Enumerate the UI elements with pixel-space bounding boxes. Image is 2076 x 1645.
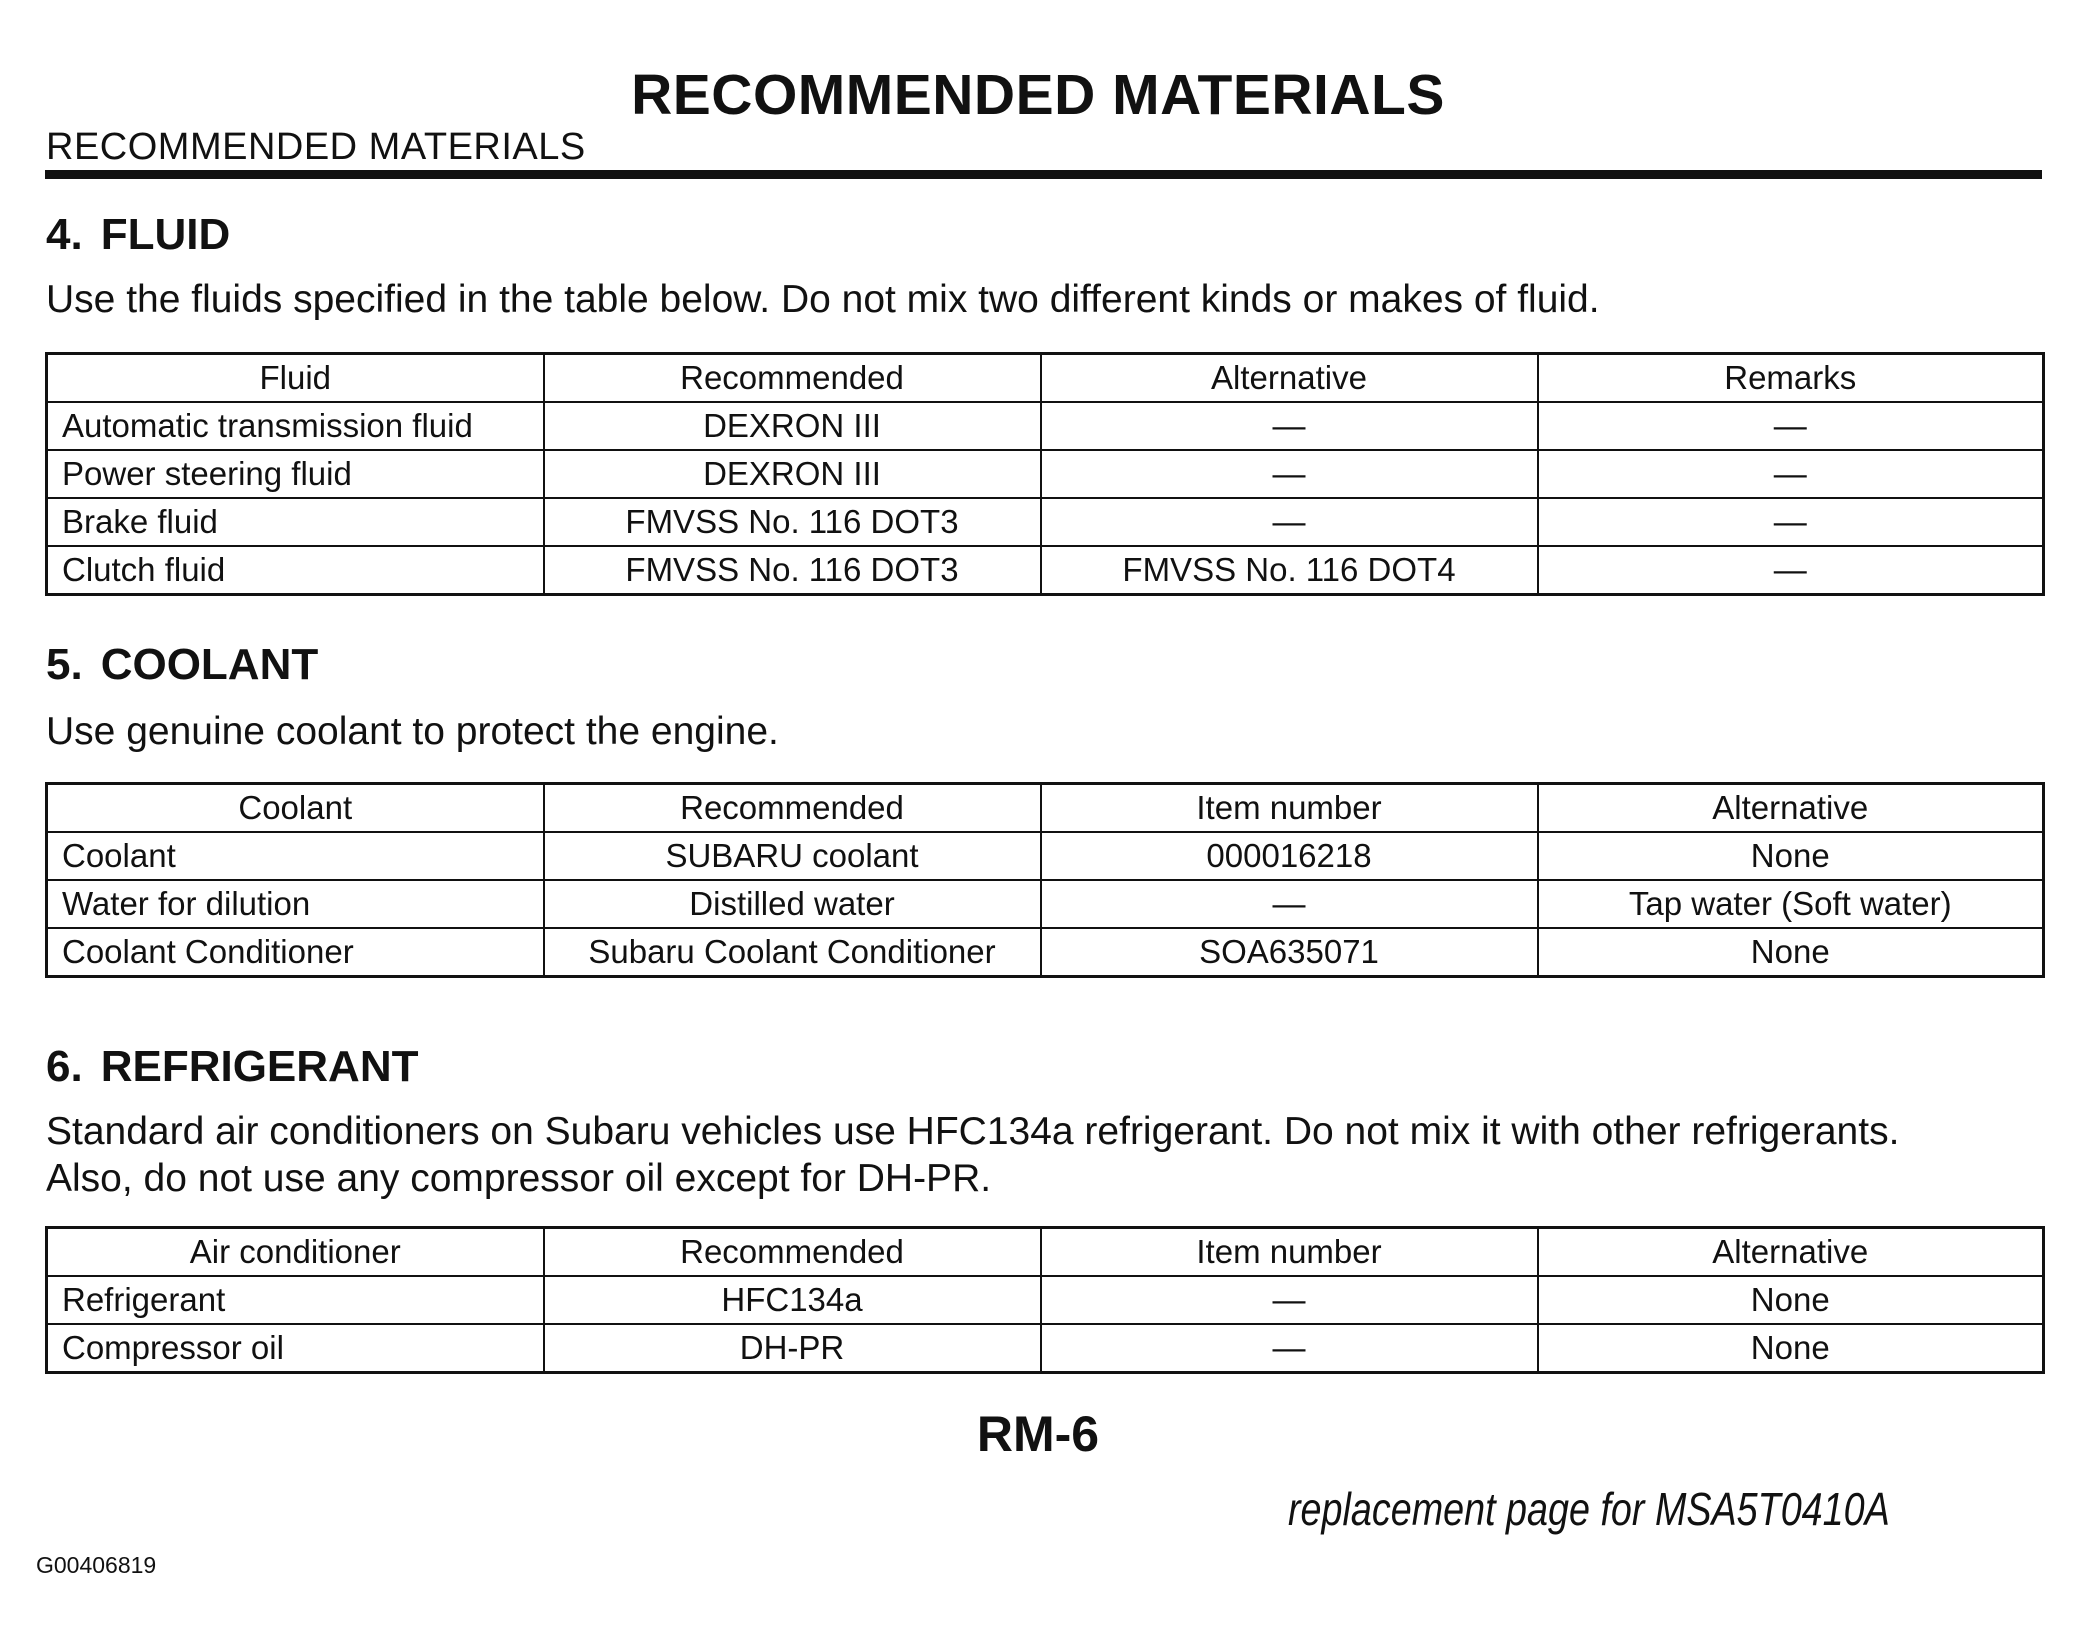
table-cell: — xyxy=(1041,498,1538,546)
table-cell: Coolant Conditioner xyxy=(47,928,544,977)
column-header: Recommended xyxy=(544,1228,1041,1277)
table-cell: — xyxy=(1041,1276,1538,1324)
column-header: Recommended xyxy=(544,354,1041,403)
column-header: Air conditioner xyxy=(47,1228,544,1277)
table-cell: — xyxy=(1041,450,1538,498)
section-title: COOLANT xyxy=(100,640,319,689)
table-cell: None xyxy=(1538,832,2044,880)
table-cell: DH-PR xyxy=(544,1324,1041,1373)
fluid-table xyxy=(45,352,2045,596)
table-cell: Clutch fluid xyxy=(47,546,544,595)
table-cell: Coolant xyxy=(47,832,544,880)
coolant-table xyxy=(45,782,2045,978)
section-number: 5. xyxy=(46,640,83,689)
column-header: Alternative xyxy=(1041,354,1538,403)
table-cell: HFC134a xyxy=(544,1276,1041,1324)
table-cell: FMVSS No. 116 DOT3 xyxy=(544,546,1041,595)
table-cell: Subaru Coolant Conditioner xyxy=(544,928,1041,977)
refrigerant-table xyxy=(45,1226,2045,1374)
section-number: 4. xyxy=(46,210,83,259)
section-number: 6. xyxy=(46,1042,83,1091)
section-running-header: RECOMMENDED MATERIALS xyxy=(46,126,586,168)
table-header-row xyxy=(47,354,2044,403)
table-cell: SOA635071 xyxy=(1041,928,1538,977)
refrigerant-section-description xyxy=(46,1108,2056,1202)
table-cell: — xyxy=(1538,402,2044,450)
table-cell: FMVSS No. 116 DOT4 xyxy=(1041,546,1538,595)
table-cell: Refrigerant xyxy=(47,1276,544,1324)
table-cell: None xyxy=(1538,1324,2044,1373)
page-title: RECOMMENDED MATERIALS xyxy=(631,63,1445,127)
table-cell: None xyxy=(1538,1276,2044,1324)
replacement-note: replacement page for MSA5T0410A xyxy=(1288,1483,1890,1535)
table-cell: FMVSS No. 116 DOT3 xyxy=(544,498,1041,546)
table-header-row xyxy=(47,1228,2044,1277)
document-id: G00406819 xyxy=(36,1552,157,1578)
table-cell: DEXRON III xyxy=(544,402,1041,450)
table-cell: SUBARU coolant xyxy=(544,832,1041,880)
table-header-row xyxy=(47,784,2044,833)
table-row xyxy=(47,928,2044,977)
table-row xyxy=(47,402,2044,450)
table-cell: — xyxy=(1041,1324,1538,1373)
column-header: Alternative xyxy=(1538,784,2044,833)
table-row xyxy=(47,498,2044,546)
description-line: Standard air conditioners on Subaru vehicles use HFC134a refrigerant. Do not mix it with other refrigerants. xyxy=(46,1110,1900,1153)
coolant-section-heading xyxy=(46,640,318,690)
column-header: Item number xyxy=(1041,1228,1538,1277)
refrigerant-section-heading xyxy=(46,1042,418,1092)
table-cell: 000016218 xyxy=(1041,832,1538,880)
column-header: Remarks xyxy=(1538,354,2044,403)
table-cell: Distilled water xyxy=(544,880,1041,928)
table-row xyxy=(47,450,2044,498)
section-title: REFRIGERANT xyxy=(100,1042,419,1091)
table-cell: — xyxy=(1041,402,1538,450)
page-number: RM-6 xyxy=(976,1406,1100,1462)
table-row xyxy=(47,1276,2044,1324)
table-cell: — xyxy=(1538,546,2044,595)
section-title: FLUID xyxy=(100,210,231,259)
column-header: Alternative xyxy=(1538,1228,2044,1277)
table-cell: — xyxy=(1538,450,2044,498)
table-row xyxy=(47,832,2044,880)
table-row xyxy=(47,546,2044,595)
coolant-section-description: Use genuine coolant to protect the engine. xyxy=(46,710,779,753)
header-rule xyxy=(45,170,2042,179)
table-cell: Power steering fluid xyxy=(47,450,544,498)
table-cell: Water for dilution xyxy=(47,880,544,928)
column-header: Recommended xyxy=(544,784,1041,833)
column-header: Coolant xyxy=(47,784,544,833)
table-cell: — xyxy=(1041,880,1538,928)
table-row xyxy=(47,1324,2044,1373)
table-cell: Compressor oil xyxy=(47,1324,544,1373)
table-cell: Brake fluid xyxy=(47,498,544,546)
description-line: Also, do not use any compressor oil except for DH-PR. xyxy=(46,1157,992,1200)
table-cell: — xyxy=(1538,498,2044,546)
fluid-section-description: Use the fluids specified in the table below. Do not mix two different kinds or makes of fluid. xyxy=(46,278,1600,321)
table-row xyxy=(47,880,2044,928)
table-cell: DEXRON III xyxy=(544,450,1041,498)
table-cell: Automatic transmission fluid xyxy=(47,402,544,450)
column-header: Item number xyxy=(1041,784,1538,833)
column-header: Fluid xyxy=(47,354,544,403)
table-cell: None xyxy=(1538,928,2044,977)
fluid-section-heading xyxy=(46,210,230,260)
table-cell: Tap water (Soft water) xyxy=(1538,880,2044,928)
